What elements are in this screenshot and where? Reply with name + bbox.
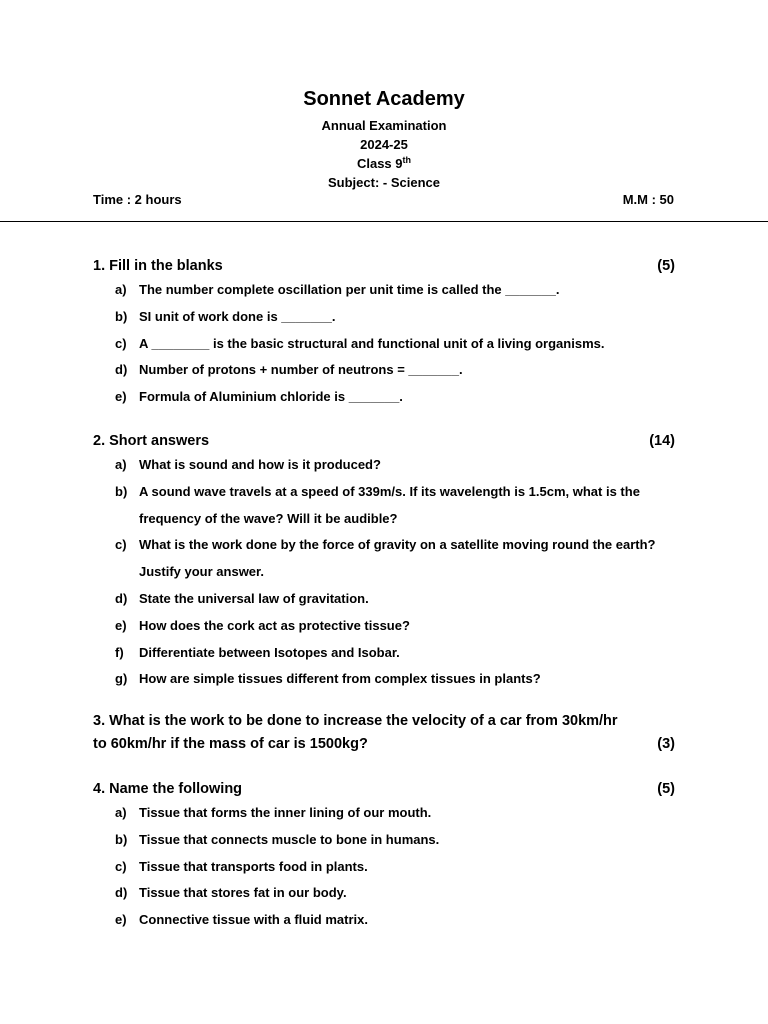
question-2-title: 2. Short answers — [93, 433, 210, 449]
item-text: A ________ is the basic structural and functional unit of a living organisms. — [139, 335, 605, 351]
session: 2024-25 — [360, 137, 408, 152]
question-4-list — [93, 800, 675, 934]
list-item — [93, 666, 675, 693]
item-text: How does the cork act as protective tissue? — [139, 617, 410, 633]
item-text: Differentiate between Isotopes and Isobar. — [139, 644, 400, 660]
question-1-title: 1. Fill in the blanks — [93, 258, 223, 274]
item-label: a) — [115, 457, 127, 472]
item-text: How are simple tissues different from complex tissues in plants? — [139, 671, 541, 687]
item-label: b) — [115, 483, 128, 499]
question-3-line-2-row — [93, 733, 675, 756]
question-1-list — [93, 277, 675, 411]
question-3-marks: (3) — [657, 736, 675, 752]
item-text: Formula of Aluminium chloride is _______. — [139, 389, 403, 405]
question-1-heading — [93, 255, 675, 277]
subject: Subject: - Science — [328, 175, 440, 190]
item-text: Tissue that transports food in plants. — [139, 858, 368, 874]
item-label: e) — [115, 912, 127, 928]
item-text: Connective tissue with a fluid matrix. — [139, 912, 368, 928]
item-label: d) — [115, 362, 128, 378]
item-label: c) — [115, 858, 127, 874]
item-text: Tissue that connects muscle to bone in humans. — [139, 831, 440, 847]
question-1 — [93, 255, 675, 411]
list-item — [93, 640, 675, 667]
question-4-heading — [93, 778, 675, 800]
item-text: SI unit of work done is _______. — [139, 308, 336, 324]
list-item — [93, 357, 675, 384]
question-2-list — [93, 452, 675, 693]
list-item — [93, 452, 675, 479]
item-label: c) — [115, 537, 127, 553]
list-item — [93, 384, 675, 411]
list-item — [93, 479, 675, 533]
class-text: Class 9 — [356, 156, 403, 171]
item-text: A sound wave travels at a speed of 339m/s. If its wavelength is 1.5cm, what is the frequency of the wave? Will it be audible? — [139, 483, 640, 526]
question-2-marks: (14) — [649, 433, 675, 449]
item-label: a) — [115, 282, 127, 297]
item-text: What is the work done by the force of gravity on a satellite moving round the earth? Justify your answer. — [139, 537, 656, 580]
question-3 — [93, 710, 675, 756]
class-line — [0, 154, 768, 174]
time-allowed: Time : 2 hours — [93, 192, 182, 207]
question-2 — [93, 430, 675, 693]
list-item — [93, 613, 675, 640]
item-label: f) — [115, 644, 124, 660]
school-name: Sonnet Academy — [303, 88, 465, 110]
item-label: b) — [115, 831, 128, 847]
item-text: Tissue that stores fat in our body. — [139, 885, 347, 901]
question-4-marks: (5) — [657, 781, 675, 797]
list-item — [93, 331, 675, 358]
question-2-heading — [93, 430, 675, 452]
item-label: a) — [115, 805, 127, 820]
list-item — [93, 304, 675, 331]
item-label: e) — [115, 617, 127, 633]
list-item — [93, 277, 675, 304]
item-text: Tissue that forms the inner lining of our mouth. — [139, 805, 432, 820]
item-text: State the universal law of gravitation. — [139, 590, 369, 606]
item-label: c) — [115, 335, 127, 351]
item-text: Number of protons + number of neutrons = _______. — [139, 362, 463, 378]
list-item — [93, 854, 675, 881]
list-item — [93, 907, 675, 934]
item-label: d) — [115, 590, 128, 606]
list-item — [93, 880, 675, 907]
list-item — [93, 800, 675, 827]
item-label: g) — [115, 671, 128, 687]
header-divider — [0, 221, 768, 222]
list-item — [93, 532, 675, 586]
list-item — [93, 827, 675, 854]
item-label: b) — [115, 308, 128, 324]
question-4-title: 4. Name the following — [93, 781, 243, 797]
item-label: d) — [115, 885, 128, 901]
class-superscript: th — [402, 155, 412, 165]
exam-title: Annual Examination — [321, 118, 447, 133]
item-text: What is sound and how is it produced? — [139, 457, 381, 472]
question-3-line-2: to 60km/hr if the mass of car is 1500kg? — [93, 736, 368, 752]
question-4 — [93, 778, 675, 934]
question-1-marks: (5) — [657, 258, 675, 274]
question-3-line-1: 3. What is the work to be done to increase the velocity of a car from 30km/hr — [93, 713, 618, 729]
item-text: The number complete oscillation per unit time is called the _______. — [139, 282, 560, 297]
list-item — [93, 586, 675, 613]
item-label: e) — [115, 389, 127, 405]
max-marks: M.M : 50 — [622, 192, 674, 207]
